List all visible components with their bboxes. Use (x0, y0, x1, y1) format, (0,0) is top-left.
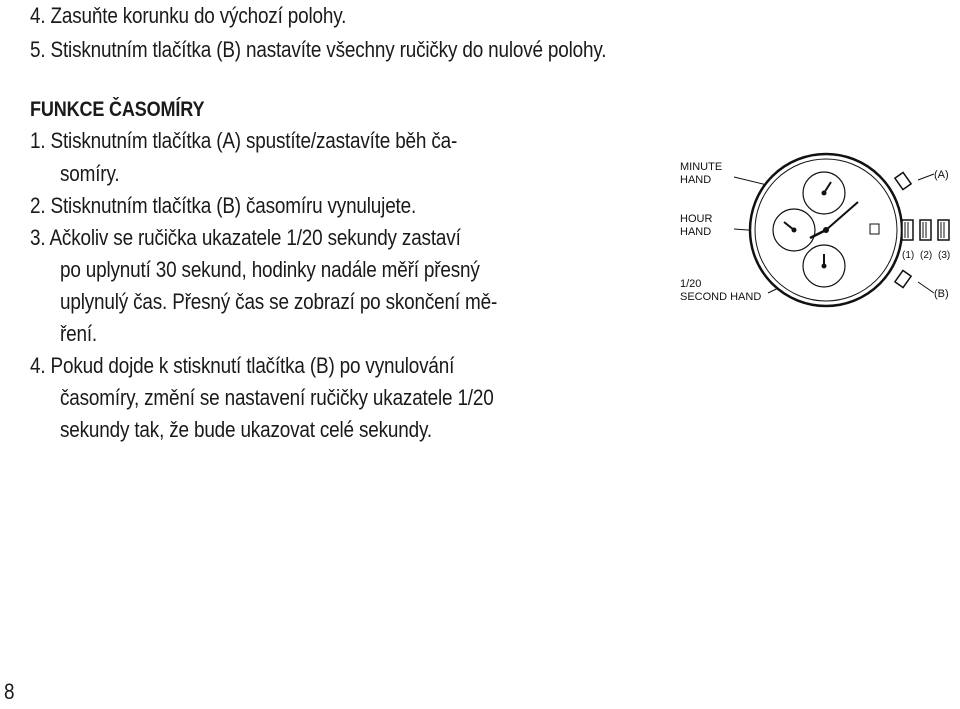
crown-position-2: (2) (920, 250, 933, 261)
center-pivot (823, 227, 829, 233)
minute-subdial-pivot (822, 191, 827, 196)
text-line: uplynulý čas. Přesný čas se zobrazí po skončení mě- (60, 289, 498, 314)
second-hand-label: SECOND HAND (680, 291, 762, 303)
text-line: 5. Stisknutním tlačítka (B) nastavíte všechny ručičky do nulové polohy. (30, 37, 607, 62)
pusher-a (895, 172, 911, 189)
button-b-label: (B) (934, 288, 949, 300)
button-a-leader (918, 174, 934, 180)
crown-position-3: (3) (938, 250, 951, 261)
pusher-b (895, 270, 911, 287)
second-hand-label: 1/20 (680, 278, 702, 290)
watch-diagram-svg (672, 150, 960, 320)
page-number: 8 (4, 679, 15, 704)
text-line: ření. (60, 321, 98, 346)
minute-hand-label: MINUTE (680, 161, 723, 173)
text-line: 1. Stisknutním tlačítka (A) spustíte/zastavíte běh ča- (30, 128, 458, 153)
button-a-label: (A) (934, 169, 949, 181)
section-heading: FUNKCE ČASOMÍRY (30, 98, 205, 121)
crown-position-1: (1) (902, 250, 915, 261)
crown-icon (902, 220, 949, 240)
text-line: časomíry, změní se nastavení ručičky ukazatele 1/20 (60, 385, 494, 410)
hour-subdial-pivot (792, 228, 797, 233)
text-line: po uplynutí 30 sekund, hodinky nadále měří přesný (60, 257, 480, 282)
minute-hand-label: HAND (680, 174, 712, 186)
text-line: sekundy tak, že bude ukazovat celé sekundy. (60, 417, 432, 442)
text-line: 3. Ačkoliv se ručička ukazatele 1/20 sekundy zastaví (30, 225, 461, 250)
text-line: 4. Pokud dojde k stisknutí tlačítka (B) po vynulování (30, 353, 455, 378)
button-b-leader (918, 282, 934, 293)
text-line: 2. Stisknutním tlačítka (B) časomíru vynulujete. (30, 193, 417, 218)
watch-diagram (672, 150, 960, 320)
text-line: somíry. (60, 161, 120, 186)
hour-hand-label: HOUR (680, 213, 713, 225)
second-subdial-pivot (822, 264, 827, 269)
text-line: 4. Zasuňte korunku do výchozí polohy. (30, 3, 347, 28)
hour-hand-label: HAND (680, 226, 712, 238)
